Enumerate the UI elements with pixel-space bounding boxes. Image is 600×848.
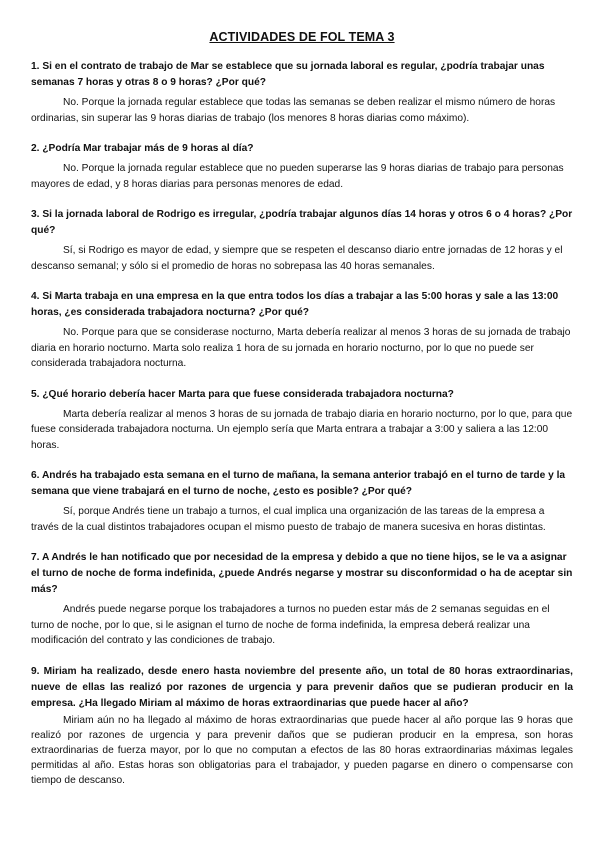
answer-3: Sí, si Rodrigo es mayor de edad, y siempre que se respeten el descanso diario entre jornadas de 12 horas y el descanso semanal; y sólo si el promedio de horas no sobrepasa las 40 horas semanales. [31,245,563,272]
qa-item-2 [31,141,573,192]
question-5: 5. ¿Qué horario debería hacer Marta para que fuese considerada trabajadora nocturna? [31,388,454,400]
question-9: 9. Miriam ha realizado, desde enero hasta noviembre del presente año, un total de 80 horas extraordinarias, nueve de ellas las realizó por razones de urgencia y para prevenir daños que se pudieran producir en la empresa. ¿Ha llegado Miriam al máximo de horas extraordinarias que puede hacer al año? [31,665,573,709]
question-4: 4. Si Marta trabaja en una empresa en la que entra todos los días a trabajar a las 5:00 horas y sale a las 13:00 horas, ¿es considerada trabajadora nocturna? ¿Por qué? [31,291,559,318]
qa-item-6 [31,468,573,535]
qa-item-1 [31,59,573,126]
answer-5: Marta debería realizar al menos 3 horas de su jornada de trabajo diaria en horario nocturno, por lo que, para que fuese considerada trabajadora nocturna. Un ejemplo sería que Marta entrara a trabajar a 3:00 y saliera a las 12:00 horas. [31,408,573,451]
answer-2: No. Porque la jornada regular establece que no pueden superarse las 9 horas diarias de trabajo para personas mayores de edad, y 8 horas diarias para personas menores de edad. [31,163,564,190]
question-1: 1. Si en el contrato de trabajo de Mar se establece que su jornada laboral es regular, ¿podría trabajar unas semanas 7 horas y otras 8 o 9 horas? ¿Por qué? [31,61,545,88]
qa-item-3 [31,207,573,274]
answer-9: Miriam aún no ha llegado al máximo de horas extraordinarias que puede hacer al año porque las 9 horas que realizó por razones de urgencia y para prevenir daños que se pudieran producir en la empresa, son horas extraordinarias de fuerza mayor, por lo que no computan a efectos de las 80 horas extraordinarias máximas legales permitidas al año. Estas horas son obligatorias para el trabajador, y pueden pagarse en dinero o compensarse con tiempo de descanso. [31,714,573,786]
answer-6: Sí, porque Andrés tiene un trabajo a turnos, el cual implica una organización de las tareas de la empresa a través de la cual distintos trabajadores ocupan el mismo puesto de trabajo de manera sucesiva en horas distintas. [31,506,546,533]
answer-4: No. Porque para que se considerase nocturno, Marta debería realizar al menos 3 horas de su jornada de trabajo diaria en horario nocturno. Marta solo realiza 1 hora de su jornada en horario nocturno, por lo que no puede ser considerada trabajadora nocturna. [31,327,571,369]
question-7: 7. A Andrés le han notificado que por necesidad de la empresa y debido a que no tiene hijos, se le va a asignar el turno de noche de forma indefinida, ¿puede Andrés negarse y mostrar su disconformidad o ha de aceptar sin más? [31,552,573,595]
answer-7: Andrés puede negarse porque los trabajadores a turnos no pueden estar más de 2 semanas seguidas en el turno de noche, por lo que, si le asignan el turno de noche de forma indefinida, la empresa deberá realizar una modificación del contrato y las condiciones de trabajo. [31,604,550,646]
qa-item-7 [31,550,573,649]
question-2: 2. ¿Podría Mar trabajar más de 9 horas al día? [31,143,254,154]
question-3: 3. Si la jornada laboral de Rodrigo es irregular, ¿podría trabajar algunos días 14 horas y otros 6 o 4 horas? ¿Por qué? [31,209,573,236]
qa-item-5 [31,387,573,454]
answer-1: No. Porque la jornada regular establece que todas las semanas se deben realizar el mismo número de horas ordinarias, sin superar las 9 horas diarias de trabajo (los menores 8 horas diarias como máximo). [31,97,556,124]
qa-item-4 [31,289,573,372]
question-6: 6. Andrés ha trabajado esta semana en el turno de mañana, la semana anterior trabajó en el turno de tarde y la semana que viene trabajará en el turno de noche, ¿esto es posible? ¿Por qué? [31,470,566,497]
qa-item-9 [31,664,573,788]
page-title: ACTIVIDADES DE FOL TEMA 3 [209,30,395,44]
